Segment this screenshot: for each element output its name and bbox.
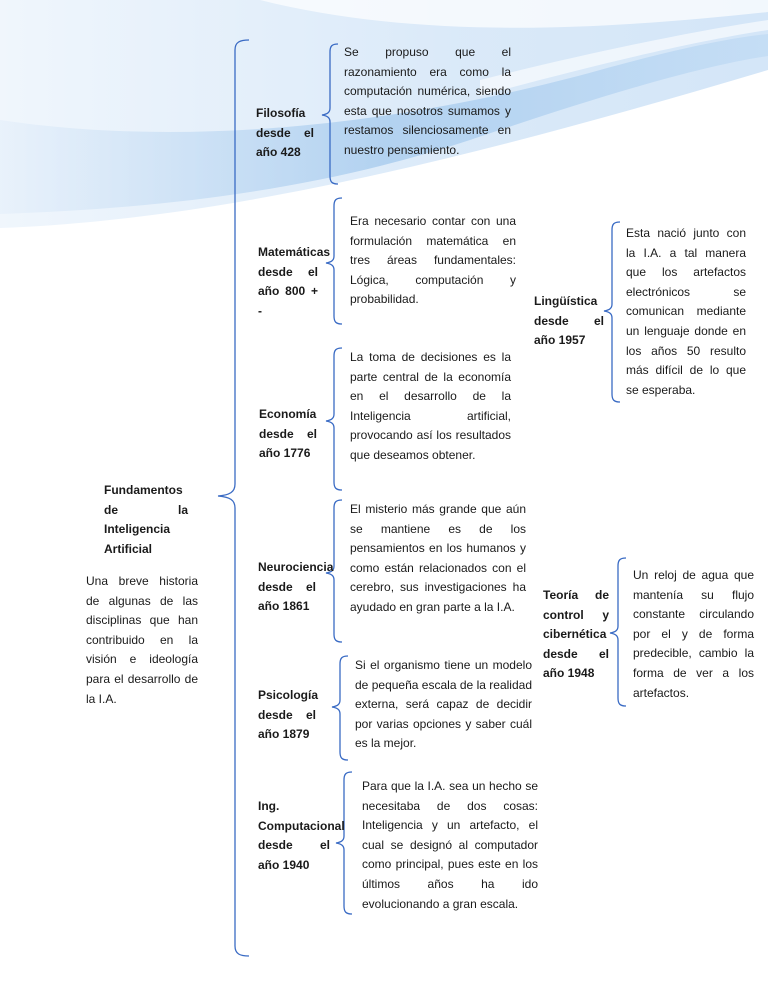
label-matematicas: Matemáticas desde el año 800 + - xyxy=(258,245,331,318)
label-filosofia: Filosofía desde el año 428 xyxy=(256,106,314,160)
text-neurociencia: El misterio más grande que aún se mantiene es de los pensamientos en los humanos y como están relacionados con el cerebro, sus investigaciones ha ayudado en gran parte a la I.A. xyxy=(350,502,526,614)
brace-linguistica xyxy=(604,222,620,402)
text-linguistica: Esta nació junto con la I.A. a tal manera que los artefactos electrónicos se comunican mediante un lenguaje donde en los años 50 resulto más difícil de lo que se esperaba. xyxy=(626,226,746,397)
brace-ing-computacional xyxy=(336,772,352,914)
label-psicologia: Psicología desde el año 1879 xyxy=(258,688,319,742)
text-economia: La toma de decisiones es la parte central de la economía en el desarrollo de la Inteligencia artificial, provocando así los resultados que deseamos obtener. xyxy=(350,350,511,462)
main-description: Una breve historia de algunas de las disciplinas que han contribuido en la visión e ideología para el desarrollo de la I.A. xyxy=(86,574,198,706)
label-economia: Economía desde el año 1776 xyxy=(259,407,317,461)
brace-teoria-control xyxy=(610,558,626,706)
brace-economia xyxy=(326,348,342,490)
main-title: Fundamentos de la Inteligencia Artificial xyxy=(104,483,188,556)
text-teoria-control: Un reloj de agua que mantenía su flujo constante circulando por el y de forma predecible, cambio la forma de ver a los artefactos. xyxy=(633,568,754,700)
label-linguistica: Lingüística desde el año 1957 xyxy=(534,294,604,348)
label-neurociencia: Neurociencia desde el año 1861 xyxy=(258,560,334,614)
brace-psicologia xyxy=(332,656,348,760)
label-teoria-control: Teoría de control y cibernética desde el año 1948 xyxy=(543,588,609,681)
text-ing-computacional: Para que la I.A. sea un hecho se necesitaba de dos cosas: Inteligencia y un artefacto, el cual se designó al computador como principal, pues este en los últimos años ha ido evolucionando a gran escala. xyxy=(362,779,538,911)
text-psicologia: Si el organismo tiene un modelo de pequeña escala de la realidad externa, será capaz de decidir por varias opciones y saber cuál es la mejor. xyxy=(355,658,532,751)
label-ing-computacional: Ing. Computacional desde el año 1940 xyxy=(258,799,345,872)
text-filosofia: Se propuso que el razonamiento era como la computación numérica, siendo esta que nosotros sumamos y restamos silenciosamente en nuestro pensamiento. xyxy=(344,45,511,157)
text-matematicas: Era necesario contar con una formulación matemática en tres áreas fundamentales: Lógica, computación y probabilidad. xyxy=(350,214,516,307)
